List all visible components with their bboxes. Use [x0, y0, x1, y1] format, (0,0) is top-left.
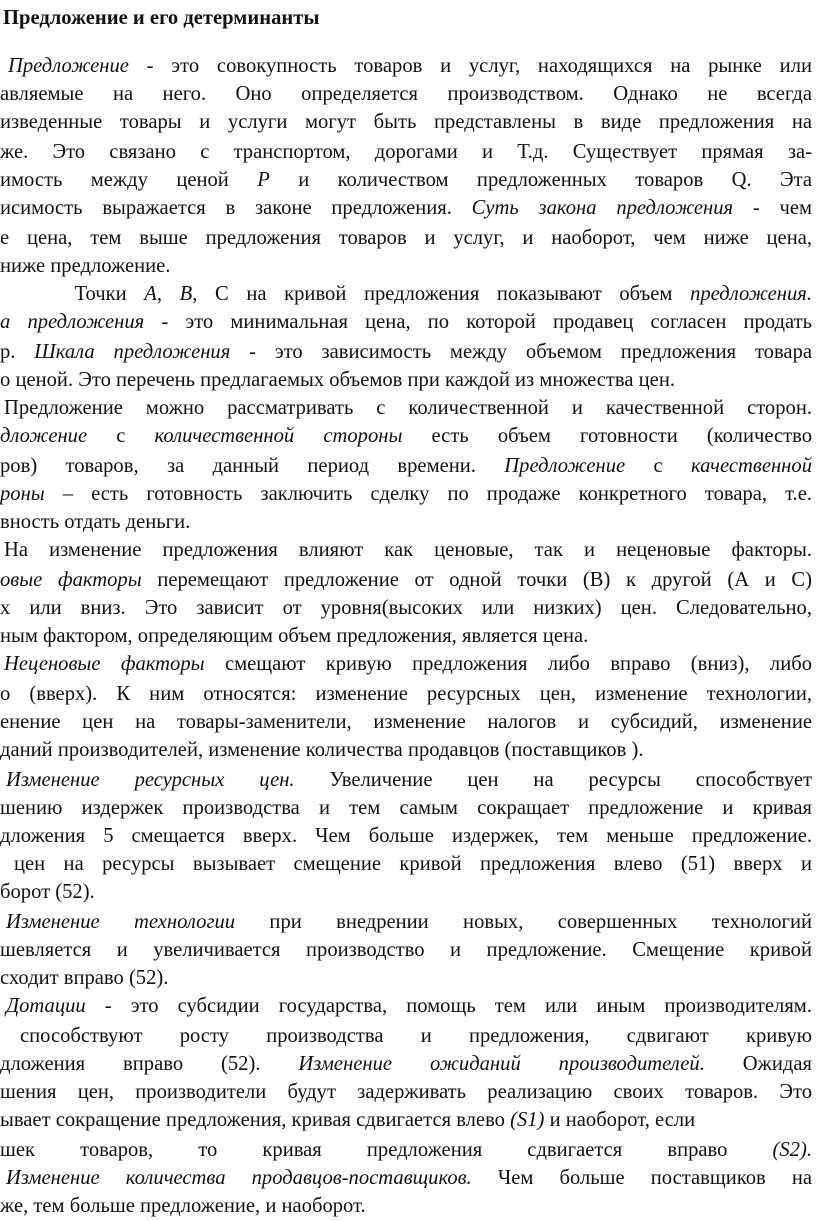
text-line: [4, 649, 812, 679]
text-line: [0, 79, 812, 109]
text-line: [0, 307, 812, 337]
text-line: [0, 421, 812, 451]
italic-term: Суть закона предложения: [471, 197, 734, 219]
text-run: даний производителей, изменение количества продавцов (поставщиков ).: [0, 739, 644, 761]
text-line: [0, 107, 812, 137]
italic-term: количественной стороны: [154, 425, 403, 447]
text-line: [0, 707, 812, 737]
text-run: дложения 5 смещается вверх. Чем больше издержек, тем меньше предложение.: [0, 825, 812, 847]
text-run: вность отдать деньги.: [0, 511, 191, 533]
italic-term: Изменение количества продавцов-поставщиков.: [6, 1167, 472, 1189]
text-run: - это субсидии государства, помощь тем или иным производителям.: [85, 995, 812, 1017]
text-line: [0, 1049, 812, 1079]
page-title: Предложение и его детерминанты: [3, 7, 320, 29]
text-run: Ожидая: [704, 1053, 812, 1075]
italic-term: (S1): [510, 1109, 545, 1131]
text-run: способствуют росту производства и предложения, сдвигают кривую: [20, 1025, 812, 1047]
text-run: ывает сокращение предложения, кривая сдвигается влево: [0, 1109, 511, 1131]
text-run: и количеством предложенных товаров Q. Эта: [269, 169, 812, 191]
text-line: [0, 1077, 812, 1107]
text-run: ров) товаров, за данный период времени.: [0, 455, 505, 477]
text-run: шению издержек производства и тем самым сокращает предложение и кривая: [0, 797, 812, 819]
text-run: ным фактором, определяющим объем предложения, является цена.: [0, 625, 589, 647]
text-line: [0, 793, 812, 823]
italic-term: Изменение ресурсных цен.: [6, 769, 295, 791]
text-run: же. Это связано с транспортом, дорогами и Т.д. Существует прямая за-: [0, 141, 812, 163]
text-run: борот (52).: [0, 881, 95, 903]
text-run: енение цен на товары-заменители, изменение налогов и субсидий, изменение: [0, 711, 812, 733]
text-line: [0, 365, 812, 395]
text-line: [8, 51, 812, 81]
text-run: - это зависимость между объемом предложения товара: [230, 341, 813, 363]
text-run: смещают кривую предложения либо вправо (вниз), либо: [204, 653, 812, 675]
text-run: - это минимальная цена, по которой продавец согласен продать: [144, 311, 812, 333]
text-run: и наоборот, если: [544, 1109, 696, 1131]
text-line: [0, 735, 812, 765]
text-line: [4, 535, 812, 565]
italic-term: роны: [0, 483, 45, 505]
text-run: ниже предложение.: [0, 255, 171, 277]
text-line: [0, 1135, 812, 1165]
text-run: – есть готовность заключить сделку по продаже конкретного товара, т.е.: [44, 483, 812, 505]
text-run: с: [87, 425, 155, 447]
italic-term: предложения.: [690, 283, 812, 305]
text-run: На изменение предложения влияют как ценовые, так и неценовые факторы.: [4, 539, 812, 561]
text-run: Точки: [4, 283, 145, 305]
text-run: Увеличение цен на ресурсы способствует: [294, 769, 812, 791]
text-line: [0, 621, 812, 651]
italic-term: Неценовые факторы: [4, 653, 205, 675]
text-line: [0, 193, 812, 223]
text-line: [0, 593, 812, 623]
text-run: с: [625, 455, 692, 477]
text-run: - чем: [733, 197, 813, 219]
text-line: [6, 765, 812, 795]
italic-term: Предложение: [8, 55, 129, 77]
text-line: [0, 679, 812, 709]
text-run: же, тем больше предложение, и наоборот.: [0, 1195, 366, 1217]
text-run: е цена, тем выше предложения товаров и услуг, и наоборот, чем ниже цена,: [0, 227, 812, 249]
italic-term: Шкала предложения: [34, 341, 231, 363]
text-run: р.: [0, 341, 35, 363]
text-run: изведенные товары и услуги могут быть представлены в виде предложения на: [0, 111, 812, 133]
italic-term: Р: [257, 169, 270, 191]
text-run: дложения вправо (52).: [0, 1053, 299, 1075]
text-line: [4, 393, 812, 423]
text-run: о ценой. Это перечень предлагаемых объемов при каждой из множества цен.: [0, 369, 675, 391]
text-run: Предложение можно рассматривать с количественной и качественной сторон.: [4, 397, 812, 419]
text-line: [0, 565, 812, 595]
text-line: [0, 1191, 812, 1221]
text-line: [0, 877, 812, 907]
text-run: о (вверх). К ним относятся: изменение ресурсных цен, изменение технологии,: [0, 683, 812, 705]
text-line: [0, 451, 812, 481]
italic-term: качественной: [691, 455, 812, 477]
text-line: [0, 223, 812, 253]
text-run: исимость выражается в законе предложения.: [0, 197, 472, 219]
text-line: [6, 991, 812, 1021]
text-run: х или вниз. Это зависит от уровня(высоких или низких) цен. Следовательно,: [0, 597, 812, 619]
text-run: шевляется и увеличивается производство и предложение. Смещение кривой: [0, 939, 812, 961]
text-line: [0, 1105, 812, 1135]
text-line: [0, 337, 812, 367]
text-line: [14, 849, 812, 879]
text-run: шения цен, производители будут задерживать реализацию своих товаров. Это: [0, 1081, 812, 1103]
italic-term: овые факторы: [0, 569, 142, 591]
text-run: есть объем готовности (количество: [402, 425, 813, 447]
text-run: авляемые на него. Оно определяется производством. Однако не всегда: [0, 83, 812, 105]
text-line: [6, 907, 812, 937]
text-run: сходит вправо (52).: [0, 967, 169, 989]
text-line: [0, 507, 812, 537]
text-line: [0, 479, 812, 509]
italic-term: Дотации: [6, 995, 86, 1017]
text-line: [0, 251, 812, 281]
italic-term: Изменение технологии: [6, 911, 236, 933]
text-run: С на кривой предложения показывают объем: [197, 283, 691, 305]
text-run: шек товаров, то кривая предложения сдвигается вправо: [0, 1139, 773, 1161]
text-run: имость между ценой: [0, 169, 258, 191]
text-run: цен на ресурсы вызывает смещение кривой предложения влево (51) вверх и: [14, 853, 812, 875]
text-run: при внедрении новых, совершенных технологий: [235, 911, 813, 933]
italic-term: А, В,: [144, 283, 198, 305]
italic-term: Изменение ожиданий производителей.: [298, 1053, 705, 1075]
text-line: [20, 1021, 812, 1051]
text-line: [0, 165, 812, 195]
text-line: [0, 935, 812, 965]
italic-term: Предложение: [504, 455, 626, 477]
text-run: Чем больше поставщиков на: [471, 1167, 812, 1189]
text-run: - это совокупность товаров и услуг, находящихся на рынке или: [128, 55, 812, 77]
text-run: перемещают предложение от одной точки (В) к другой (А и С): [141, 569, 812, 591]
italic-term: (S2).: [772, 1139, 812, 1161]
text-line: [0, 137, 812, 167]
text-line: [0, 963, 812, 993]
text-line: [6, 1163, 812, 1193]
italic-term: дложение: [0, 425, 88, 447]
text-line: [0, 821, 812, 851]
italic-term: а предложения: [0, 311, 145, 333]
text-line: [4, 279, 812, 309]
